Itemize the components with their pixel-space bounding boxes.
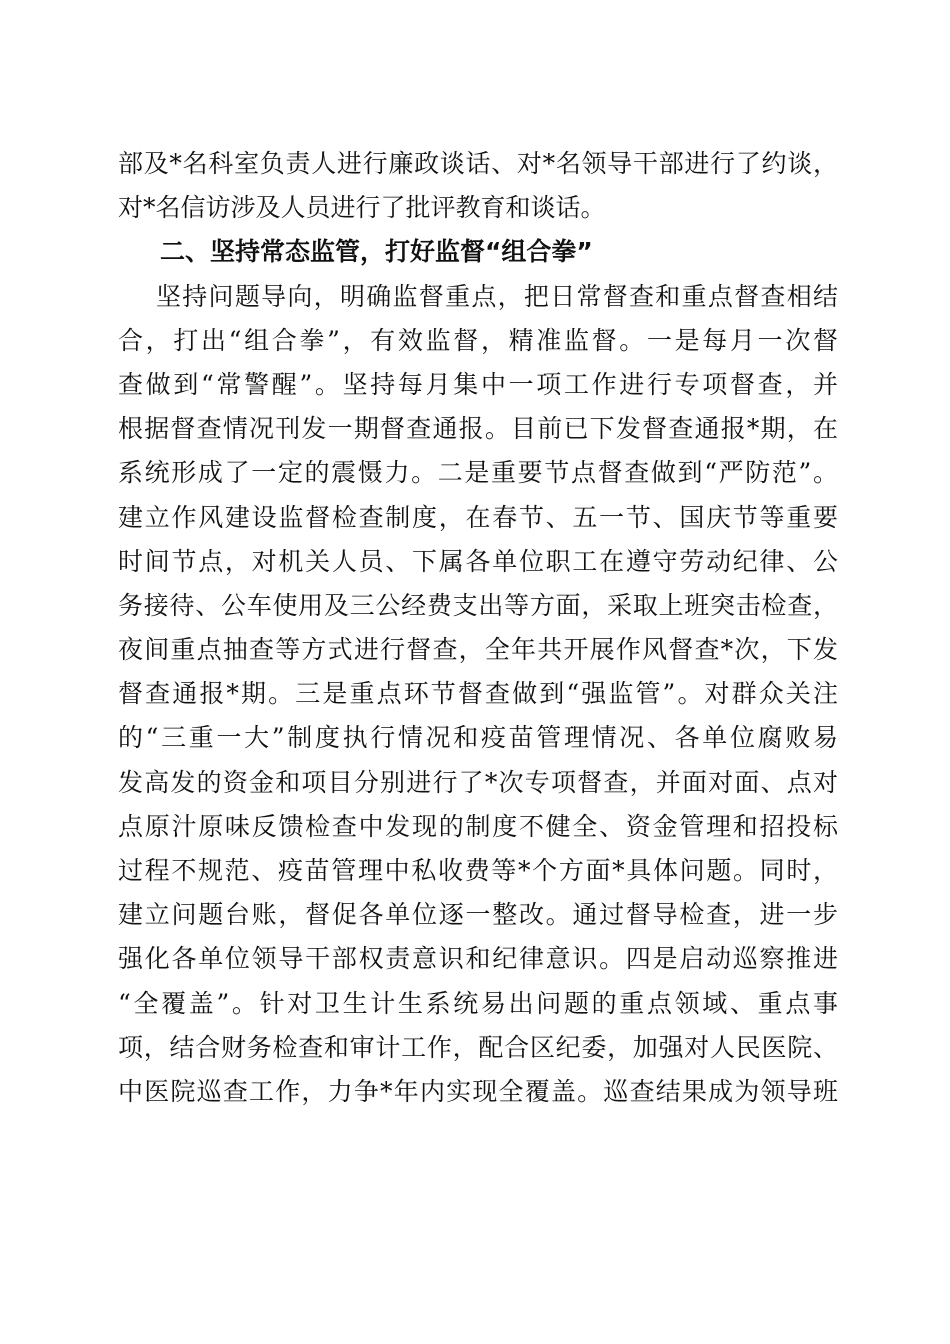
document-body (118, 142, 838, 1114)
paragraph-line: 建立作风建设监督检查制度，在春节、五一节、国庆节等重要 (118, 502, 838, 532)
paragraph-line: 项，结合财务检查和审计工作，配合区纪委，加强对人民医院、 (118, 1032, 838, 1062)
paragraph-line: 务接待、公车使用及三公经费支出等方面，采取上班突击检查， (118, 590, 838, 620)
paragraph-line: 系统形成了一定的震慑力。二是重要节点督查做到“严防范”。 (118, 458, 838, 488)
paragraph-line: 点原汁原味反馈检查中发现的制度不健全、资金管理和招投标 (118, 811, 838, 841)
paragraph-line: 时间节点，对机关人员、下属各单位职工在遵守劳动纪律、公 (118, 546, 838, 576)
paragraph-line: 强化各单位领导干部权责意识和纪律意识。四是启动巡察推进 (118, 944, 838, 974)
paragraph-line: 根据督查情况刊发一期督查通报。目前已下发督查通报*期，在 (118, 414, 838, 444)
paragraph-line: 坚持问题导向，明确监督重点，把日常督查和重点督查相结 (156, 281, 838, 311)
paragraph-line: 发高发的资金和项目分别进行了*次专项督查，并面对面、点对 (118, 767, 838, 797)
paragraph-line: 中医院巡查工作，力争*年内实现全覆盖。巡查结果成为领导班 (118, 1076, 838, 1106)
opening-line: 对*名信访涉及人员进行了批评教育和谈话。 (118, 193, 606, 223)
section-heading: 二、坚持常态监管，打好监督“组合拳” (160, 237, 593, 267)
paragraph-line: 查做到“常警醒”。坚持每月集中一项工作进行专项督查，并 (118, 369, 838, 399)
paragraph-line: 夜间重点抽查等方式进行督查，全年共开展作风督查*次，下发 (118, 635, 838, 665)
paragraph-line: 过程不规范、疫苗管理中私收费等*个方面*具体问题。同时， (118, 856, 838, 885)
paragraph-line: 合，打出“组合拳”，有效监督，精准监督。一是每月一次督 (118, 325, 838, 355)
paragraph-line: 建立问题台账，督促各单位逐一整改。通过督导检查，进一步 (118, 900, 838, 930)
paragraph-line: 的“三重一大”制度执行情况和疫苗管理情况、各单位腐败易 (118, 723, 838, 753)
paragraph-line: “全覆盖”。针对卫生计生系统易出问题的重点领域、重点事 (118, 988, 838, 1018)
paragraph-line: 督查通报*期。三是重点环节督查做到“强监管”。对群众关注 (118, 679, 838, 709)
opening-line: 部及*名科室负责人进行廉政谈话、对*名领导干部进行了约谈， (118, 149, 838, 178)
